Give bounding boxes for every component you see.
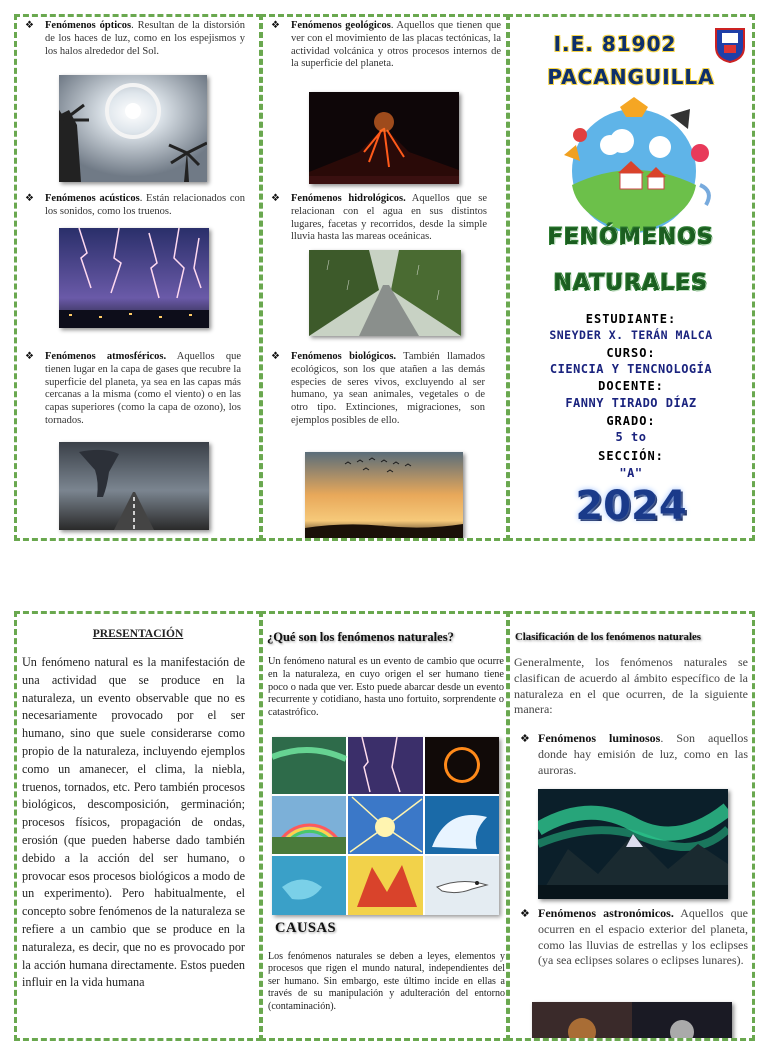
- biological-phenomena-text: [291, 351, 485, 428]
- town-name: PACANGUILLA: [547, 65, 715, 89]
- top-middle-panel: [260, 14, 509, 541]
- phenomena-collage: [272, 737, 499, 915]
- atmospheric-phenomena-text: [45, 351, 241, 428]
- cover-title-1: FENÓMENOS: [547, 225, 715, 250]
- bullet-icon: ❖: [25, 351, 34, 362]
- bullet-icon: ❖: [520, 908, 530, 920]
- eclipse-image: [532, 1002, 732, 1041]
- bullet-icon: ❖: [25, 20, 34, 31]
- volcano-image: [309, 92, 459, 184]
- bullet-icon: ❖: [271, 193, 280, 204]
- what-are-panel: [260, 611, 509, 1041]
- school-crest-icon: [714, 27, 746, 63]
- causes-heading: CAUSAS: [275, 920, 337, 936]
- bullet-icon: ❖: [271, 20, 280, 31]
- acoustic-desc: . Están relacionados con los sonidos, como los truenos.: [45, 193, 245, 217]
- halo-image: [59, 75, 207, 182]
- astronomical-phenomena-text: [538, 906, 748, 969]
- teacher-name: FANNY TIRADO DÍAZ: [565, 396, 697, 410]
- bullet-icon: ❖: [25, 193, 34, 204]
- section-value: "A": [619, 466, 643, 480]
- student-label: ESTUDIANTE:: [585, 312, 677, 326]
- what-are-text: Un fenómeno natural es un evento de cambio que ocurre en la naturaleza, en cuyo origen el ser humano tiene poco o nada que ver. Esto puede abarcar desde un evento recurrente y cotidiano, hasta uno fortuito, sorprendente o catastrófico.: [268, 656, 504, 719]
- year: 2024: [575, 483, 687, 529]
- acoustic-phenomena-text: [45, 193, 245, 219]
- rain-road-image: [309, 250, 461, 336]
- hydrological-phenomena-text: [291, 193, 487, 244]
- cover-title-2: NATURALES: [553, 271, 709, 296]
- hydrological-title: Fenómenos hidrológicos.: [291, 193, 406, 204]
- atmospheric-desc: Aquellos que tienen lugar en la capa de gases que recubre la superficie del planeta, ya sea en las capas más cercanas a la misma (como el viento) o en las capas superiores (como la capa de ozono), los tornados.: [45, 351, 241, 426]
- optical-title: Fenómenos ópticos: [45, 20, 132, 31]
- birds-migration-image: [305, 452, 463, 538]
- luminous-phenomena-text: [538, 731, 748, 778]
- earth-phenomena-illustration: [550, 95, 718, 235]
- hydrological-desc: Aquellos que se relacionan con el agua en sus distintos lugares, facetas y recorridos, desde la simple lluvia hasta las mareas oceánicas.: [291, 193, 487, 243]
- student-name: SNEYDER X. TERÁN MALCA: [549, 328, 713, 342]
- causes-text: Los fenómenos naturales se deben a leyes, elementos y procesos que rigen el mundo natural, independientes del ser humano. Sin embargo, este último incide en ellas a través de su manipulación y adulteración del entorno (contaminación).: [268, 951, 505, 1012]
- presentation-heading: PRESENTACIÓN: [92, 628, 184, 640]
- presentation-text: Un fenómeno natural es la manifestación de una actividad que se produce en la naturaleza, un evento observable que no es necesariamente provocado por el ser humano, sino que suele considerarse como propio de la naturaleza, incluyendo ejemplos como un amanecer, el clima, la niebla, truenos, tornados, etc. Pero también procesos biológicos, descomposición, germinación; procesos físicos, propagación de ondas, erosión (que pueden haberse dado también debido a la acción del ser humano, o provocar esos procesos biológicos a modo de un experimento). Pero habitualmente, el concepto sobre fenómenos de la naturaleza se refiere a un cambio que se produce en la naturaleza, es decir, que no es provocado por la acción humana directamente. Estos pueden influir en la vida humana: [22, 655, 245, 990]
- lightning-image: [59, 228, 209, 328]
- luminous-title: Fenómenos luminosos: [538, 731, 661, 745]
- astronomical-title: Fenómenos astronómicos.: [538, 906, 674, 920]
- school-name: I.E. 81902: [553, 32, 677, 56]
- biological-title: Fenómenos biológicos.: [291, 351, 397, 362]
- atmospheric-title: Fenómenos atmosféricos.: [45, 351, 167, 362]
- presentation-panel: [14, 611, 262, 1041]
- bullet-icon: ❖: [520, 733, 530, 745]
- geological-title: Fenómenos geológicos: [291, 20, 391, 31]
- grade-value: 5 to: [615, 430, 647, 444]
- what-are-heading: ¿Qué son los fenómenos naturales?: [267, 630, 454, 644]
- tornado-image: [59, 442, 209, 530]
- aurora-image: [538, 789, 728, 899]
- bullet-icon: ❖: [271, 351, 280, 362]
- course-name: CIENCIA Y TENCNOLOGÍA: [549, 362, 713, 376]
- classification-panel: [507, 611, 755, 1041]
- cover-panel: [507, 14, 755, 541]
- optical-phenomena-text: [45, 20, 245, 58]
- course-label: CURSO:: [606, 346, 656, 360]
- top-left-panel: [14, 14, 262, 541]
- astronomical-desc: Aquellos que ocurren en el espacio exterior del planeta, como las lluvias de estrellas y los eclipses (ya sea eclipses solares o eclipses lunares).: [538, 906, 748, 968]
- classification-intro: Generalmente, los fenómenos naturales se clasifican de acuerdo al ámbito específico de la naturaleza en el que ocurren, de la siguiente manera:: [514, 655, 748, 717]
- teacher-label: DOCENTE:: [598, 379, 664, 393]
- grade-label: GRADO:: [606, 414, 656, 428]
- optical-desc: . Resultan de la distorsión de los haces de luz, como en los espejismos y los halos alrededor del Sol.: [45, 20, 245, 57]
- geological-desc: . Aquellos que tienen que ver con el movimiento de las placas tectónicas, la actividad volcánica y otros procesos internos de la superficie del planeta.: [291, 20, 501, 70]
- biological-desc: También llamados ecológicos, son los que atañen a las demás especies de seres vivos, excluyendo al ser humano, ya sean animales, vegetales o de otro tipo. Extinciones, migraciones, son ejemplos posibles de ello.: [291, 351, 485, 426]
- section-label: SECCIÓN:: [598, 449, 664, 463]
- geological-phenomena-text: [291, 20, 501, 71]
- acoustic-title: Fenómenos acústicos: [45, 193, 140, 204]
- luminous-desc: . Son aquellos donde hay emisión de luz, como en las auroras.: [538, 731, 748, 777]
- classification-heading: Clasificación de los fenómenos naturales: [515, 631, 701, 643]
